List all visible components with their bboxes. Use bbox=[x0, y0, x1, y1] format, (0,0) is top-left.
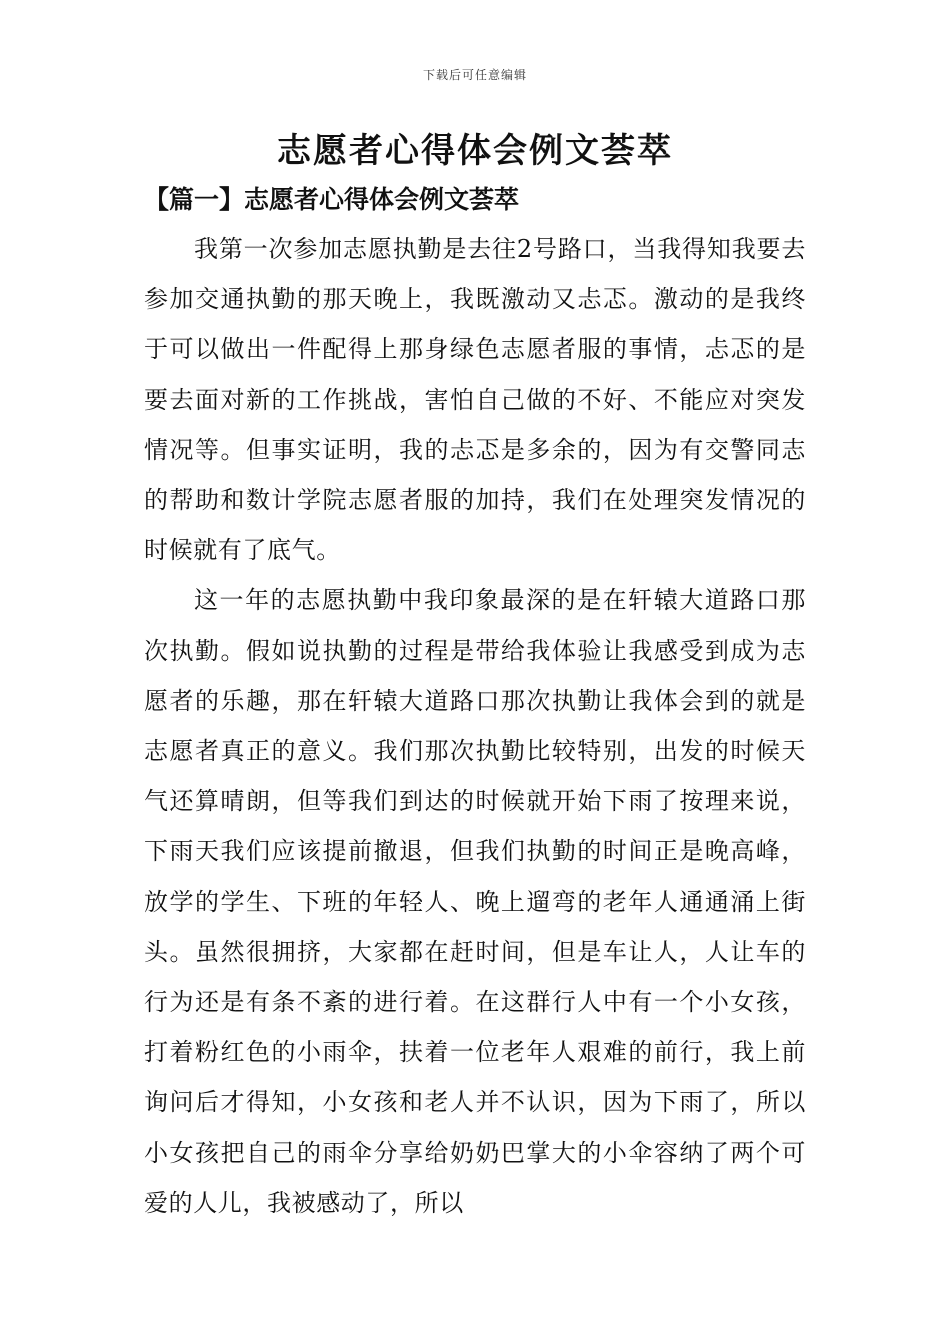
body-text bbox=[144, 224, 806, 1228]
header-note: 下载后可任意编辑 bbox=[422, 68, 527, 82]
document-title: 志愿者心得体会例文荟萃 bbox=[277, 131, 673, 171]
paragraph: 这一年的志愿执勤中我印象最深的是在轩辕大道路口那次执勤。假如说执勤的过程是带给我体验让我感受到成为志愿者的乐趣，那在轩辕大道路口那次执勤让我体会到的就是志愿者真正的意义。我们那次执勤比较特别，出发的时候天气还算晴朗，但等我们到达的时候就开始下雨了按理来说，下雨天我们应该提前撤退，但我们执勤的时间正是晚高峰，放学的学生、下班的年轻人、晚上遛弯的老年人通通涌上街头。虽然很拥挤，大家都在赶时间，但是车让人，人让车的行为还是有条不紊的进行着。在这群行人中有一个小女孩，打着粉红色的小雨伞，扶着一位老年人艰难的前行，我上前询问后才得知，小女孩和老人并不认识，因为下雨了，所以小女孩把自己的雨伞分享给奶奶巴掌大的小伞容纳了两个可爱的人儿，我被感动了，所以 bbox=[144, 586, 806, 1217]
section-heading: 【篇一】志愿者心得体会例文荟萃 bbox=[144, 185, 520, 214]
paragraph: 我第一次参加志愿执勤是去往2号路口，当我得知我要去参加交通执勤的那天晚上，我既激动又忐忑。激动的是我终于可以做出一件配得上那身绿色志愿者服的事情，忐忑的是要去面对新的工作挑战，害怕自己做的不好、不能应对突发情况等。但事实证明，我的忐忑是多余的，因为有交警同志的帮助和数计学院志愿者服的加持，我们在处理突发情况的时候就有了底气。 bbox=[144, 235, 806, 565]
